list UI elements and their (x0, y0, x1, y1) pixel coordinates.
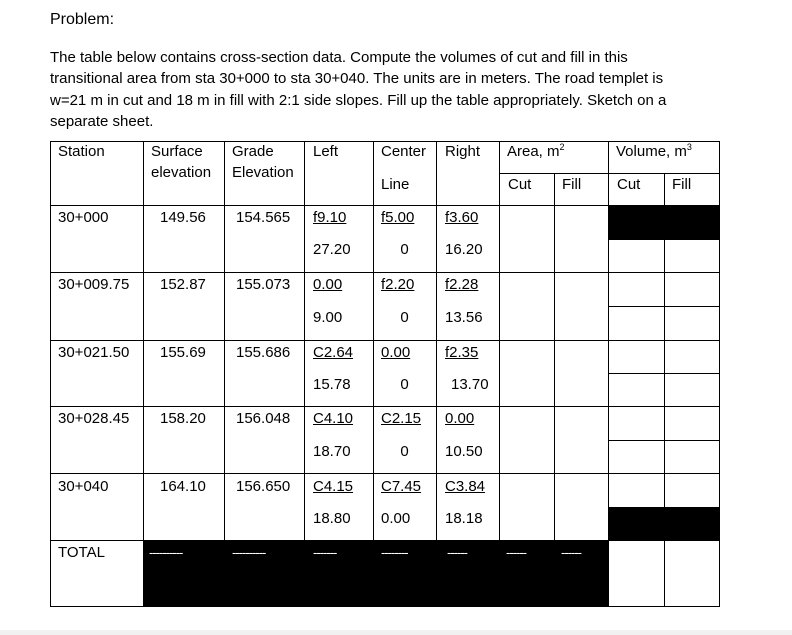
header-area: Area, $m^2$ (507, 142, 565, 160)
cell-center-top: C2.15 (381, 410, 422, 427)
cell-left-bottom: 27.20 (313, 241, 351, 258)
column-line (436, 141, 437, 541)
cell-grade-elevation: 156.650 (236, 478, 291, 495)
cell-center-bottom: 0 (400, 241, 409, 258)
problem-line: The table below contains cross-section data. Compute the volumes of cut and fill in this (50, 49, 628, 66)
problem-line: separate sheet. (50, 112, 154, 130)
table-divider (50, 473, 719, 474)
header-volume-fill: Fill (672, 176, 692, 193)
cell-center-top: f2.20 (381, 276, 415, 293)
cell-station: 30+028.45 (58, 410, 130, 427)
shaded-cell (608, 507, 720, 541)
header-left: Left (313, 143, 339, 160)
column-line (554, 173, 555, 541)
cell-center-bottom: 0 (400, 309, 409, 326)
header-grade-2: Elevation (232, 164, 294, 181)
total-dashes: ------- (313, 545, 337, 560)
header-center: Center (381, 143, 427, 160)
table-divider (499, 173, 719, 174)
total-dashes: ------ (447, 545, 467, 560)
table-border (50, 141, 51, 607)
cell-left-top: C2.64 (313, 344, 354, 361)
header-volume: Volume, $m^3$ (616, 142, 692, 160)
cell-left-top: C4.15 (313, 478, 354, 495)
problem-statement (50, 47, 760, 132)
table-border (50, 141, 719, 142)
cell-station: 30+040 (58, 478, 109, 495)
total-label: TOTAL (58, 544, 105, 561)
cell-left-top: C4.10 (313, 410, 354, 427)
problem-line: transitional area from sta 30+000 to sta 30+040. The units are in meters. The road templet is (50, 70, 664, 88)
table-divider (50, 406, 719, 407)
cell-left-bottom: 18.80 (313, 510, 351, 527)
header-area-fill: Fill (562, 176, 582, 193)
cell-center-top: C7.45 (381, 478, 422, 495)
header-grade: Grade (232, 143, 274, 160)
total-dashes: ---------- (149, 545, 183, 560)
column-line (143, 141, 144, 541)
cell-surface-elevation: 158.20 (160, 410, 206, 427)
total-dashes: ------ (506, 545, 526, 560)
cell-right-top: C3.84 (445, 478, 486, 495)
column-line (224, 141, 225, 541)
cell-right-top: f3.60 (445, 209, 479, 226)
cell-left-bottom: 9.00 (313, 309, 343, 326)
cell-right-bottom: 13.70 (451, 376, 489, 393)
shaded-total-block (143, 540, 609, 607)
header-surface-2: elevation (151, 164, 212, 181)
total-dashes: -------- (381, 545, 408, 560)
table-divider (50, 340, 719, 341)
cell-center-bottom: 0.00 (381, 510, 411, 527)
header-volume-cut: Cut (617, 176, 641, 193)
header-surface: Surface (151, 143, 203, 160)
cell-right-bottom: 16.20 (445, 241, 483, 258)
cell-grade-elevation: 155.073 (236, 276, 291, 293)
cell-surface-elevation: 155.69 (160, 344, 206, 361)
total-dashes: ------ (561, 545, 581, 560)
table-divider (50, 272, 719, 273)
problem-line: w=21 m in cut and 18 m in fill with 2:1 side slopes. Fill up the table appropriately. Sketch on a (50, 91, 667, 109)
cell-grade-elevation: 155.686 (236, 344, 291, 361)
cell-station: 30+000 (58, 209, 109, 226)
column-line (304, 141, 305, 541)
problem-heading: Problem: (50, 11, 115, 28)
cell-surface-elevation: 152.87 (160, 276, 206, 293)
cell-right-top: f2.35 (445, 344, 479, 361)
shaded-cell (608, 206, 720, 240)
cell-surface-elevation: 149.56 (160, 209, 206, 226)
cell-station: 30+009.75 (58, 276, 130, 293)
cell-right-bottom: 13.56 (445, 309, 483, 326)
cell-right-bottom: 10.50 (445, 443, 483, 460)
cell-surface-elevation: 164.10 (160, 478, 206, 495)
cell-center-top: 0.00 (381, 344, 411, 361)
header-station: Station (58, 143, 105, 160)
cell-center-top: f5.00 (381, 209, 415, 226)
total-dashes: ---------- (232, 545, 266, 560)
column-line (373, 141, 374, 541)
cell-grade-elevation: 156.048 (236, 410, 291, 427)
cell-center-bottom: 0 (400, 443, 409, 460)
header-area-cut: Cut (508, 176, 532, 193)
cell-right-top: 0.00 (445, 410, 475, 427)
header-right: Right (445, 143, 481, 160)
cell-grade-elevation: 154.565 (236, 209, 291, 226)
cell-station: 30+021.50 (58, 344, 130, 361)
bottom-strip (0, 630, 792, 635)
cell-left-bottom: 18.70 (313, 443, 351, 460)
cell-right-top: f2.28 (445, 276, 479, 293)
cell-left-bottom: 15.78 (313, 376, 351, 393)
header-center-2: Line (381, 176, 410, 193)
cell-center-bottom: 0 (400, 376, 409, 393)
cell-right-bottom: 18.18 (445, 510, 483, 527)
column-line (499, 141, 500, 541)
cell-left-top: f9.10 (313, 209, 347, 226)
cell-left-top: 0.00 (313, 276, 343, 293)
